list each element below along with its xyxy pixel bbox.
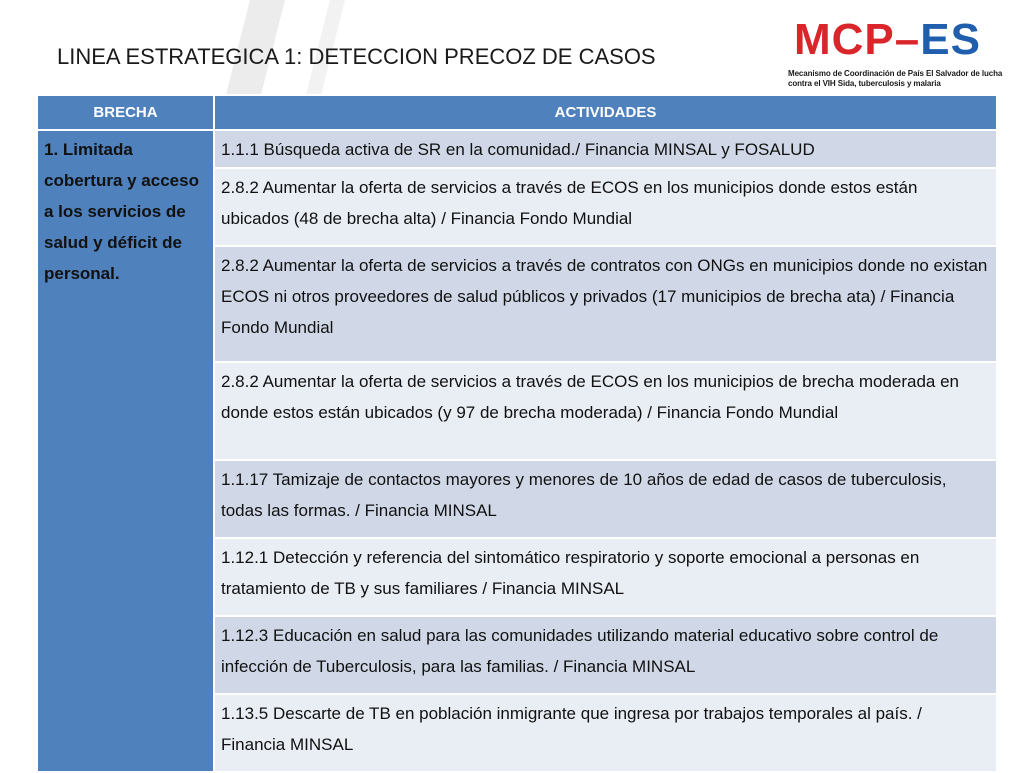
activity-cell: 2.8.2 Aumentar la oferta de servicios a través de contratos con ONGs en municipios donde no existan ECOS ni otros proveedores de salud públicos y privados (17 municipios de brecha ata) / Financia Fondo Mundial	[214, 246, 997, 362]
header-actividades: ACTIVIDADES	[214, 95, 997, 130]
activity-cell: 1.12.1 Detección y referencia del sintomático respiratorio y soporte emocional a personas en tratamiento de TB y sus familiares / Financia MINSAL	[214, 538, 997, 616]
logo-wordmark: MCP–ES	[794, 15, 981, 64]
header-brecha: BRECHA	[37, 95, 214, 130]
activity-cell: 2.8.2 Aumentar la oferta de servicios a través de ECOS en los municipios de brecha moderada en donde estos están ubicados (y 97 de brecha moderada) / Financia Fondo Mundial	[214, 362, 997, 460]
activities-table	[36, 94, 998, 773]
activity-cell: 1.1.17 Tamizaje de contactos mayores y menores de 10 años de edad de casos de tuberculosis, todas las formas. / Financia MINSAL	[214, 460, 997, 538]
page-title: LINEA ESTRATEGICA 1: DETECCION PRECOZ DE CASOS	[57, 44, 656, 69]
table-header-row	[37, 95, 997, 130]
logo-subtitle: Mecanismo de Coordinación de País El Salvador de lucha contra el VIH Sida, tuberculosis y malaria	[788, 69, 1003, 88]
brecha-cell: 1. Limitada cobertura y acceso a los servicios de salud y déficit de personal.	[37, 130, 214, 772]
activity-cell: 2.8.2 Aumentar la oferta de servicios a través de ECOS en los municipios donde estos están ubicados (48 de brecha alta) / Financia Fondo Mundial	[214, 168, 997, 246]
table-row	[37, 130, 997, 168]
activity-cell: 1.1.1 Búsqueda activa de SR en la comunidad./ Financia MINSAL y FOSALUD	[214, 130, 997, 168]
activity-cell: 1.12.3 Educación en salud para las comunidades utilizando material educativo sobre control de infección de Tuberculosis, para las familias. / Financia MINSAL	[214, 616, 997, 694]
mcp-es-logo	[782, 14, 1007, 94]
activity-cell: 1.13.5 Descarte de TB en población inmigrante que ingresa por trabajos temporales al país. / Financia MINSAL	[214, 694, 997, 772]
